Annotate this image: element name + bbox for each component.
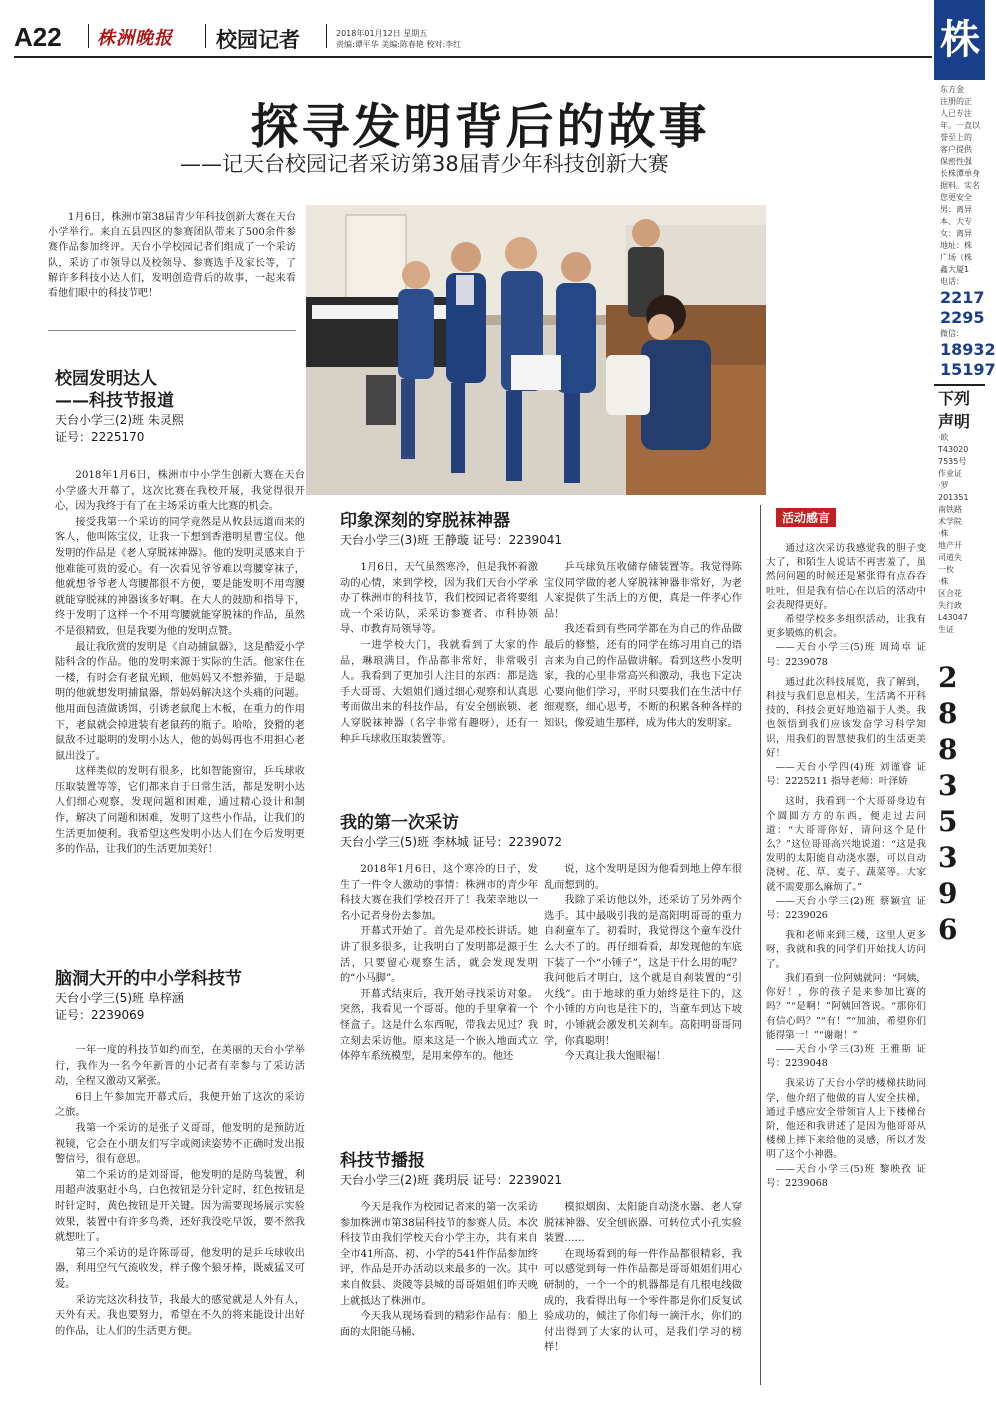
article-id: 证号：2225170 xyxy=(55,430,145,444)
notice-block xyxy=(934,384,985,636)
ad-line: 地址：株 xyxy=(940,241,972,250)
intro-divider xyxy=(48,330,296,331)
paragraph: 我还看到有些同学都在为自己的作品做最后的修整，还有的同学在练习用自己的语言来为自己的作品做讲解。看到这些小发明家，我的心里非常高兴和激动，我也下定决心要向他们学习，平时只要我们在生活中仔细观察，细心思考，不断的积累各种各样的知识，像爱迪生那样，成为伟大的发明家。 xyxy=(544,624,742,729)
notice-line: 一枚 xyxy=(938,565,954,574)
article-byline: 天台小学三(5)班 李林城 证号：2239072 xyxy=(340,835,563,849)
news-photo xyxy=(306,205,766,495)
notice-heading: 下列 xyxy=(938,389,971,408)
article-inventors xyxy=(55,368,305,446)
phone-digit: 2 xyxy=(938,661,958,694)
article-festival-report xyxy=(340,1150,760,1189)
reflection-signature: ——天台小学三(5)班 黎映孜 证号：2239068 xyxy=(766,1163,926,1189)
phone-digit: 5 xyxy=(938,805,958,838)
header-rule xyxy=(14,56,932,58)
page-subtitle: ——记天台校园记者采访第38届青少年科技创新大赛 xyxy=(180,152,669,176)
article-byline: 天台小学三(2)班 龚玥辰 证号：2239021 xyxy=(340,1173,563,1187)
header-divider xyxy=(326,24,327,48)
article-festival-report-col2 xyxy=(544,1200,742,1356)
reflection-text: 我和老师来到三楼，这里人更多呀，我就和我的同学们开始找人访问了。 xyxy=(766,930,926,970)
notice-line: ·欧 xyxy=(938,433,949,442)
reflection-entry xyxy=(766,795,926,923)
adjacent-ad-column xyxy=(934,0,996,1409)
ad-line: 保密性强 xyxy=(940,157,972,166)
notice-lines xyxy=(938,432,985,636)
article-title: 印象深刻的穿脱袜神器 xyxy=(340,511,510,531)
article-inventors-body xyxy=(55,468,305,858)
reflection-text: 通过这次采访我感觉我的胆子变大了，和陌生人说话不再害羞了，虽然问问题的时候还是紧张得有点吞吞吐吐，但是我有信心在以后的活动中会表现得更好。 xyxy=(766,543,926,611)
notice-line: 地产开 xyxy=(938,541,962,550)
notice-line: 失行政 xyxy=(938,601,962,610)
notice-line: 术学院 xyxy=(938,517,962,526)
article-title: 科技节播报 xyxy=(340,1151,425,1171)
article-title: 脑洞大开的中小学科技节 xyxy=(55,969,242,989)
sidebar-reflections xyxy=(766,542,926,1191)
paragraph: 这样类似的发明有很多，比如智能窗帘，乒乓球收压取装置等等，它们都来自于日常生活，都是发明小达人们细心观察，发现问题和困难，通过精心设计和制作，解决了问题和困难，发明了这些小作品，让我们的生活更加便利。我希望这些发明小达人们在今后发明更多的作品，让我们的生活更加美好！ xyxy=(55,766,305,856)
notice-line: 司道失 xyxy=(938,553,962,562)
reflection-text: 通过此次科技展览，我了解到，科技与我们息息相关，生活离不开科技的，科技会更好地造福于人类。我也领悟到我们应该发奋学习科学知识，用我们的智慧使我们的生活更美好！ xyxy=(766,676,926,759)
ad-line: 年。一直以 xyxy=(940,121,980,130)
phone-digit: 3 xyxy=(938,769,958,802)
article-id: 证号：2239069 xyxy=(55,1008,145,1022)
ad-text-block xyxy=(934,80,996,380)
ad-line: 2217 xyxy=(940,288,985,307)
article-first-interview-col2 xyxy=(544,862,742,1065)
article-first-interview-col1 xyxy=(340,862,538,1065)
ad-line: 广场（株 xyxy=(940,253,972,262)
section-name: 校园记者 xyxy=(216,28,300,52)
ad-line: 女：离异 xyxy=(940,229,972,238)
notice-line: 区合花 xyxy=(938,589,962,598)
paragraph: 今天我从现场看到的精彩作品有：船上面的太阳能马桶、 xyxy=(340,1311,538,1338)
paragraph: 模拟烟囱、太阳能自动浇水器、老人穿脱袜神器、安全刨嵌器、可转位式小孔实验装置…… xyxy=(544,1202,742,1245)
ad-line: 誉至上的 xyxy=(940,133,972,142)
ad-line: 15197 xyxy=(940,360,996,379)
ad-line: 男：离异 xyxy=(940,205,972,214)
article-tech-festival-body xyxy=(55,1043,305,1339)
reflection-text: 我采访了天台小学的楼梯扶助同学，他介绍了他做的盲人安全扶梯，通过手感应安全带领盲人上下楼梯台阶，他还和我讲述了是因为他哥哥从楼梯上摔下来给他的灵感，所以才发明了这个小神器。 xyxy=(766,1078,926,1161)
notice-line: 生证 xyxy=(938,625,954,634)
ad-line: 您更安全 xyxy=(940,193,972,202)
ad-line: 鑫大厦1 xyxy=(940,265,970,274)
reflection-signature: ——天台小学三(5)班 周琦卓 证号：2239078 xyxy=(766,642,926,668)
header-divider xyxy=(205,24,206,48)
sidebar-divider xyxy=(760,505,761,1385)
sidebar-badge: 活动感言 xyxy=(776,508,836,527)
ad-line: 注册的正 xyxy=(940,97,972,106)
article-title: 我的第一次采访 xyxy=(340,813,459,833)
article-sock-device xyxy=(340,510,760,549)
paragraph: 1月6日，天气虽然寒冷，但是我怀着激动的心情，来到学校，因为我们天台小学承办了株洲市的科技节，我们校园记者将要组成一个采访队，采采访参赛者、市科协领导、市教育局领导等。 xyxy=(340,562,538,636)
ad-line: 客户提供 xyxy=(940,145,972,154)
article-title: 校园发明达人 xyxy=(55,369,157,389)
paragraph: 今天真让我大饱眼福！ xyxy=(564,1051,667,1063)
paragraph: 一进学校大门，我就看到了大家的作品，琳琅满目，作品都非常好，非常吸引人。我看到了更加引人注目的东西：都是选手大哥哥、大姐姐们通过细心观察和认真思考而做出来的科技作品，有安全刨嵌锁、老人穿脱袜神器（名字非常有趣呀），还有一种乒乓球收压取装置等。 xyxy=(340,639,538,745)
article-tech-festival xyxy=(55,968,305,1024)
phone-digit: 9 xyxy=(938,877,958,910)
article-sock-device-col2 xyxy=(544,560,742,732)
notice-line: L43047 xyxy=(938,613,968,622)
ad-line: 电话： xyxy=(940,277,964,286)
article-sock-device-col1 xyxy=(340,560,538,747)
reflection-entry xyxy=(766,929,926,1071)
article-byline: 天台小学三(3)班 王静璇 证号：2239041 xyxy=(340,533,563,547)
article-byline: 天台小学三(2)班 朱灵熙 xyxy=(55,413,184,427)
ad-line: 东方金 xyxy=(940,85,964,94)
notice-line: T43020 xyxy=(938,445,969,454)
notice-line: 作业证 xyxy=(938,469,962,478)
ad-line: 人已专注 xyxy=(940,109,972,118)
paragraph: 我第一个采访的是张子义哥哥，他发明的是预防近视镜，它会在小朋友们写字或阅读姿势不正确时发出报警信号，很有意思。 xyxy=(55,1122,305,1166)
paragraph: 接受我第一个采访的同学竟然是从攸县远道而来的客人，他叫陈宝仪，让我一下想到香港明星曹宝仪。他发明的作品是《老人穿脱袜神器》。他的发明灵感来自于他难能可贵的爱心。有一次看见爷爷难以弯腰穿袜子，他就想爷爷老人弯腰都很不方便，要是能发明不用弯腰就能穿脱袜的神器该多好啊。在大人的鼓励和指导下，终于发明了这样一个不用弯腰就能穿脱袜的作品，虽然不是很精致，但是我要为他的发明点赞。 xyxy=(55,516,305,637)
paragraph: 一年一度的科技节如约而至，在美丽的天台小学举行，我作为一名今年新晋的小记者有幸参与了采访活动，全程又激动又紧张。 xyxy=(55,1045,305,1088)
paragraph: 2018年1月6日，株洲市中小学生创新大赛在天台小学盛大开幕了，这次比赛在我校开展，我觉得很开心，因为我终于有了在主场采访重大比赛的机会。 xyxy=(55,470,305,513)
paragraph: 第三个采访的是许陈哥哥，他发明的是乒乓球收出器，利用空气气流收发，样子像个狼牙棒，既威猛又可爱。 xyxy=(55,1247,305,1290)
notice-line: ·株 xyxy=(938,577,949,586)
notice-line: 南铁路 xyxy=(938,505,962,514)
reflection-text: 这时，我看到一个大哥哥身边有个圆圆方方的东西，便走过去问道：“大哥哥你好，请问这个是什么？”这位哥哥高兴地说道：“这是我发明的太阳能自动浇水器，可以自动浇树、花、草、麦子、蔬菜等。大家就不需要那么麻烦了。” xyxy=(766,796,926,893)
article-byline: 天台小学三(5)班 阜梓涵 xyxy=(55,991,184,1005)
paragraph: 2018年1月6日，这个寒冷的日子，发生了一件令人激动的事情：株洲市的青少年科技大赛在我们学校召开了！我荣幸地以一名小记者身份去参加。 xyxy=(340,864,538,922)
paragraph: 开幕式开始了。首先是邓校长讲话。她讲了很多很多，让我明白了发明都是源于生活，只要留心观察生活，就会发现发明的“小马脚”。 xyxy=(340,926,538,985)
paragraph: 在现场看到的每一件作品都很精彩，我可以感觉到每一件作品都是哥哥姐姐们用心研制的，一个一个的机器都是有几根电线做成的，我看得出每一个零件都是你们反复试验成功的，倾注了你们每一滴汗水，你们的付出得到了大家的认可，是我们学习的榜样！ xyxy=(544,1248,742,1354)
editor-line: 责编:谭平华 美编:陈春艳 校对:李红 xyxy=(336,40,462,49)
phone-digit: 8 xyxy=(938,733,958,766)
paragraph: 最让我欣赏的发明是《自动捕鼠器》，这是酷爱小学陆科含的作品。他的发明来源于实际的生活。他家住在一楼，有时会有老鼠光顾，他妈妈又不想养猫，于是聪明的他就想发明捕鼠器，帮妈妈解决这个头痛的问题。他用面包渣做诱饵，引诱老鼠爬上木板，在重力的作用下，老鼠就会掉进装有老鼠药的瓶子。哈哈，狡猾的老鼠敌不过聪明的发明小达人，他的妈妈再也不用担心老鼠出没了。 xyxy=(55,641,305,762)
notice-line: ·株 xyxy=(938,529,949,538)
reflection-entry xyxy=(766,1077,926,1191)
phone-digit: 3 xyxy=(938,841,958,874)
reflection-signature: ——天台小学三(2)班 蔡颖宜 证号：2239026 xyxy=(766,895,926,922)
notice-line: 201351 xyxy=(938,493,969,502)
notice-line: ·罗 xyxy=(938,481,949,490)
header-divider xyxy=(88,24,89,48)
reflection-text: 希望学校多多组织活动，让我有更多锻炼的机会。 xyxy=(766,614,926,640)
ad-line: 18932 xyxy=(940,340,996,359)
reflection-entry xyxy=(766,676,926,790)
article-title-sub: ——科技节报道 xyxy=(55,391,174,411)
paragraph: 乒乓球负压收储存储装置等。我觉得陈宝仪同学做的老人穿脱袜神器非常好，为老人家提供了生活上的方便，真是一件孝心作品！ xyxy=(544,562,742,620)
ad-header: 株 xyxy=(934,0,985,80)
paragraph: 说，这个发明是因为他看到地上停车很乱而想到的。 xyxy=(544,864,742,891)
phone-digit: 8 xyxy=(938,697,958,730)
phone-digit: 6 xyxy=(938,913,958,946)
reflection-signature: ——天台小学四(4)班 刘谨睿 证号：2225211 指导老师：叶泽娇 xyxy=(766,762,926,788)
ad-line: 微信： xyxy=(940,329,964,338)
article-festival-report-col1 xyxy=(340,1200,538,1340)
paragraph: 采访完这次科技节，我最大的感觉就是人外有人，天外有天。我也要努力，希望在不久的将来能设计出好的作品，让人们的生活更方便。 xyxy=(55,1294,305,1337)
notice-line: 7535号 xyxy=(938,457,967,466)
paragraph: 第二个采访的是刘哥哥，他发明的是防鸟装置，利用超声波驱赶小鸟，白色按钮是分针定时，红色按钮是时针定时，黄色按钮是开关键。因为需要现场展示实验效果，装置中有许多鸟粪，还好我没吃早饭，要不然我就想吐了。 xyxy=(55,1169,305,1244)
ad-line: 长株潭单身 xyxy=(940,169,980,178)
issue-date: 2018年01月12日 星期五 xyxy=(336,29,428,38)
paragraph: 今天是我作为校园记者来的第一次采访参加株洲市第38届科技节的参赛人员。本次科技节由我们学校天台小学主办，共有来自全市41所高、初、小学的541件作品参加终评，作品是开办活动以来最多的一次。其中来自攸县、炎陵等县城的哥哥姐姐们昨天晚上就抵达了株洲市。 xyxy=(340,1202,538,1307)
intro-text: 1月6日，株洲市第38届青少年科技创新大赛在天台小学举行。来自五县四区的参赛团队带来了500余件参赛作品参加终评。天台小学校园记者们组成了一个采访队，采访了市领导以及校领导、参赛选手及家长等，了解许多科技小达人们，发明创造背后的故事，一起来看看他们眼中的科技节吧！ xyxy=(48,212,296,300)
issue-meta xyxy=(336,28,461,50)
newspaper-logo: 株洲晚报 xyxy=(97,28,173,49)
reflection-entry xyxy=(766,542,926,670)
paragraph: 我除了采访他以外，还采访了另外两个选手。其中最吸引我的是高阳明哥哥的重力自刹童车了。初看时，我觉得这个童车没什么大不了的。再仔细看看，却发现他的车底下装了一个“小锤子”，这是干什么用的呢？我问他后才明白，这个就是自刹装置的“引火线”。由于地球的重力始终是往下的，这个小锤的方向也是往下的，当童车到达下坡时，小锤就会激发机关刹车。高阳明哥哥同学，你真聪明！ xyxy=(544,895,742,1047)
ad-line: 2295 xyxy=(940,308,985,327)
reflection-signature: ——天台小学三(3)班 王雅斯 证号：2239048 xyxy=(766,1043,926,1070)
ad-line: 本、大专 xyxy=(940,217,972,226)
notice-heading: 声明 xyxy=(938,412,971,431)
page-number: A22 xyxy=(14,22,62,52)
ad-line: 据料。实名 xyxy=(940,181,980,190)
paragraph: 开幕式结束后，我开始寻找采访对象。突然，我看见一个哥哥。他的手里拿着一个怪盒子。这是什么东西呢，带我去见过？我立刻去采访他。原来这是一个嵌入地面式立体停车系统模型，是用来停车的。他还 xyxy=(340,988,538,1063)
article-first-interview xyxy=(340,812,760,851)
reflection-text: 我们看到一位阿姨就问：“阿姨，你好！，你的孩子是来参加比赛的吗？”“是啊！”阿姨回答说。“那你们有信心吗？”“有！”“加油，希望你们能得第一！”“谢谢！” xyxy=(766,972,926,1041)
page-title: 探寻发明背后的故事 xyxy=(250,99,710,155)
phone-number-vertical xyxy=(934,660,985,948)
paragraph: 6日上午参加完开幕式后，我便开始了这次的采访之旅。 xyxy=(55,1091,305,1119)
